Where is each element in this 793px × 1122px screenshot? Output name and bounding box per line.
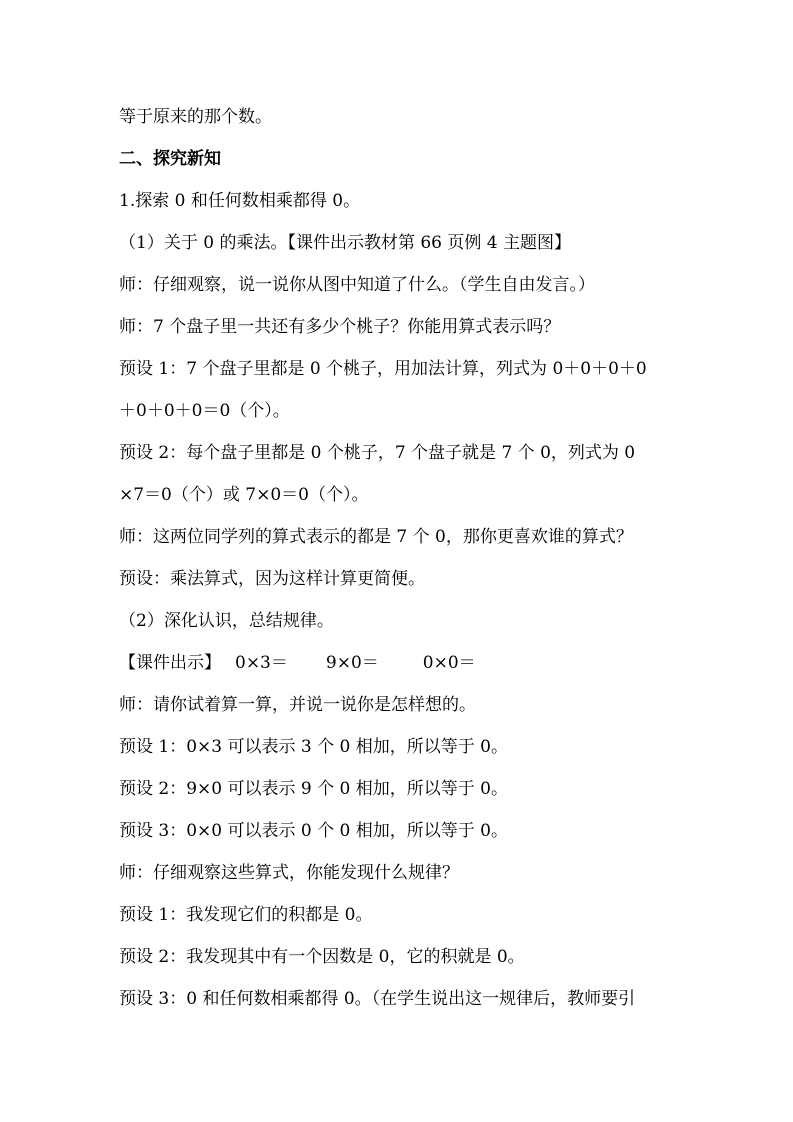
text-line-13: （2）深化认识，总结规律。 [119,611,334,631]
text-line-12: 预设：乘法算式，因为这样计算更简便。 [119,569,425,589]
courseware-expr-1: 0×3＝ [235,653,288,673]
text-line-5: 师：仔细观察，说一说你从图中知道了什么。（学生自由发言。） [119,275,595,295]
text-line-18: 预设 3：0×0 可以表示 0 个 0 相加，所以等于 0。 [119,821,508,841]
text-line-21: 预设 2：我发现其中有一个因数是 0，它的积就是 0。 [119,947,525,967]
text-line-1: 等于原来的那个数。 [119,107,272,127]
text-line-7: 预设 1：7 个盘子里都是 0 个桃子，用加法计算，列式为 0＋0＋0＋0 [119,359,647,379]
text-line-19: 师：仔细观察这些算式，你能发现什么规律？ [119,863,459,883]
text-line-4: （1）关于 0 的乘法。【课件出示教材第 66 页例 4 主题图】 [119,233,572,253]
text-line-16: 预设 1：0×3 可以表示 3 个 0 相加，所以等于 0。 [119,737,508,757]
text-line-6: 师：7 个盘子里一共还有多少个桃子？你能用算式表示吗？ [119,317,561,337]
text-line-3: 1.探索 0 和任何数相乘都得 0。 [119,191,361,211]
text-line-9: 预设 2：每个盘子里都是 0 个桃子，7 个盘子就是 7 个 0，列式为 0 [119,443,636,463]
text-line-10: ×7＝0（个）或 7×0＝0（个）。 [119,485,369,505]
text-line-17: 预设 2：9×0 可以表示 9 个 0 相加，所以等于 0。 [119,779,508,799]
section-heading: 二、探究新知 [119,149,221,169]
courseware-expr-2: 9×0＝ [325,653,379,673]
text-line-20: 预设 1：我发现它们的积都是 0。 [119,905,373,925]
text-line-8: ＋0＋0＋0＝0（个）。 [119,401,290,421]
text-line-22: 预设 3：0 和任何数相乘都得 0。（在学生说出这一规律后，教师要引 [119,989,636,1009]
courseware-label: 【课件出示】 [119,653,221,673]
text-line-11: 师：这两位同学列的算式表示的都是 7 个 0，那你更喜欢谁的算式？ [119,527,633,547]
text-line-15: 师：请你试着算一算，并说一说你是怎样想的。 [119,695,476,715]
courseware-expr-3: 0×0＝ [422,653,476,673]
courseware-line [119,650,679,676]
